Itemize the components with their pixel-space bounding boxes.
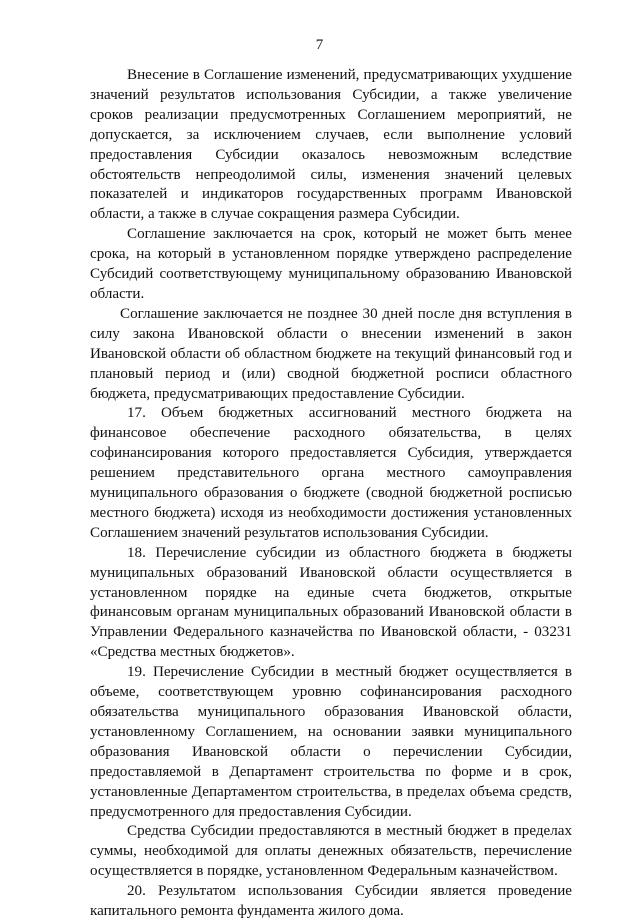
paragraph-subsidy-funds: Средства Субсидии предоставляются в местный бюджет в пределах суммы, необходимой для оплаты денежных обязательств, перечисление осуществляется в порядке, установленном Федеральным казначейством. bbox=[90, 823, 572, 880]
paragraph-amendment-conditions: Внесение в Соглашение изменений, предусматривающих ухудшение значений результатов использования Субсидии, а также увеличение сроков реализации предусмотренных Соглашением мероприятий, не допускается, за исключением случаев, если выполнение условий предоставления Субсидии оказалось невозможным вследствие обстоятельств непреодолимой силы, изменения значений целевых показателей и индикаторов государственных программ Ивановской области, а также в случае сокращения размера Субсидии. bbox=[90, 67, 572, 223]
paragraph-item-18: 18. Перечисление субсидии из областного бюджета в бюджеты муниципальных образований Ивановской области осуществляется в установленном порядке на единые счета бюджетов, открытые финансовым органам муниципальных образований Ивановской области в Управлении Федерального казначейства по Ивановской области, - 03231 «Средства местных бюджетов». bbox=[90, 544, 572, 661]
document-body bbox=[90, 66, 572, 922]
paragraph-agreement-deadline: Соглашение заключается не позднее 30 дней после дня вступления в силу закона Ивановской области о внесении изменений в закон Ивановской области об областном бюджете на текущий финансовый год и плановый период и (или) сводной бюджетной росписи областного бюджета, предусматривающих предоставление Субсидии. bbox=[90, 305, 572, 402]
paragraph-item-17: 17. Объем бюджетных ассигнований местного бюджета на финансовое обеспечение расходного обязательства, в целях софинансирования которого предоставляется Субсидия, утверждается решением представительного органа местного самоуправления муниципального образования о бюджете (сводной бюджетной росписью местного бюджета) исходя из необходимости достижения установленных Соглашением значений результатов использования Субсидии. bbox=[90, 405, 572, 541]
paragraph-agreement-term: Соглашение заключается на срок, который не может быть менее срока, на который в установленном порядке утверждено распределение Субсидий соответствующему муниципальному образованию Ивановской области. bbox=[90, 226, 572, 302]
page-number: 7 bbox=[315, 37, 324, 53]
paragraph-item-19: 19. Перечисление Субсидии в местный бюджет осуществляется в объеме, соответствующем уровню софинансирования расходного обязательства муниципального образования Ивановской области, установленному Соглашением, на основании заявки муниципального образования Ивановской области о перечислении Субсидии, предоставляемой в Департамент строительства по форме и в срок, установленные Департаментом строительства, в пределах объема средств, предусмотренного для предоставления Субсидии. bbox=[90, 664, 572, 820]
paragraph-item-20: 20. Результатом использования Субсидии является проведение капитального ремонта фундамента жилого дома. bbox=[90, 883, 572, 920]
